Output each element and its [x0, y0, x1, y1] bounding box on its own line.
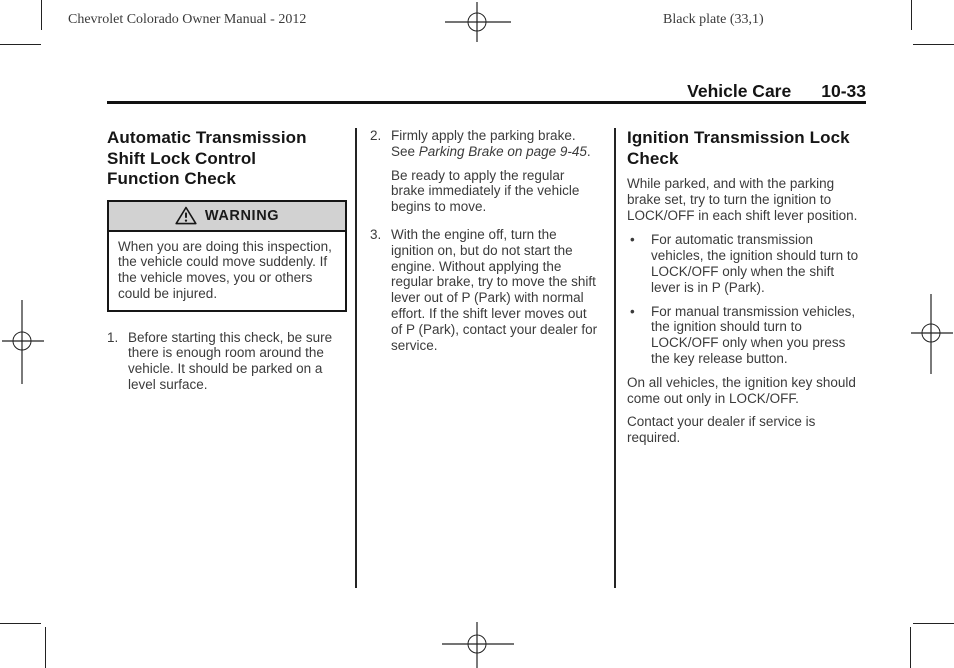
- bullet-icon: •: [630, 232, 635, 248]
- section-heading-shift-lock: Automatic Transmission Shift Lock Control Function Check: [107, 128, 307, 188]
- warning-title: WARNING: [204, 207, 280, 224]
- column-divider: [355, 128, 357, 588]
- list-item-number: 2.: [370, 128, 382, 143]
- crop-mark-top-right-vertical: [911, 0, 912, 30]
- running-head: [687, 81, 866, 102]
- list-item-text-end: .: [586, 143, 591, 159]
- warning-box-header: [109, 202, 345, 232]
- list-item-text-plain: Firmly apply the parking brake. See: [391, 128, 576, 159]
- registration-mark-icon: [2, 300, 44, 384]
- cross-reference: Parking Brake on page 9-45: [418, 143, 587, 159]
- bullet-item: [627, 304, 867, 367]
- intro-paragraph: While parked, and with the parking brake set, try to turn the ignition to LOCK/OFF in each shift lever position.: [627, 176, 858, 223]
- column-1: [107, 128, 347, 393]
- column-2: [370, 128, 600, 353]
- column-divider: [614, 128, 616, 588]
- bullet-item: [627, 232, 867, 295]
- header-rule: [107, 101, 866, 104]
- warning-triangle-icon: [175, 206, 197, 225]
- list-item-number: 3.: [370, 226, 382, 242]
- registration-mark-icon: [442, 622, 514, 668]
- bullet-list: [627, 232, 867, 366]
- plate-header-right: Black plate (33,1): [663, 12, 764, 27]
- list-item-1: [107, 330, 347, 393]
- bullet-icon: •: [630, 303, 635, 319]
- list-item-text: [391, 128, 600, 215]
- list-item-text: With the engine off, turn the ignition on, but do not start the engine. Without applying the regular brake, try to move the shift lever out of P (Park) with normal effort. If the shift lever moves out of P (Park), contact your dealer for service.: [391, 226, 598, 353]
- crop-mark-bottom-left-vertical: [45, 627, 46, 668]
- crop-mark-top-left-horizontal: [0, 44, 41, 45]
- list-item-2: [370, 128, 600, 215]
- crop-mark-bottom-right-vertical: [910, 627, 911, 668]
- warning-box: [107, 200, 347, 312]
- list-item-number: 1.: [107, 329, 119, 345]
- crop-mark-bottom-left-horizontal: [0, 623, 41, 624]
- section-heading-ignition-lock: Ignition Transmission Lock Check: [627, 128, 850, 168]
- column-3: [627, 128, 867, 446]
- list-item-followup: Be ready to apply the regular brake immediately if the vehicle begins to move.: [391, 167, 580, 215]
- plate-header-left: Chevrolet Colorado Owner Manual - 2012: [68, 12, 307, 27]
- list-item-text: Before starting this check, be sure there is enough room around the vehicle. It should be parked on a level surface.: [128, 329, 333, 393]
- registration-mark-icon: [911, 294, 953, 374]
- page-number: 10-33: [821, 81, 866, 101]
- list-item-3: [370, 227, 600, 353]
- crop-mark-top-right-horizontal: [913, 44, 954, 45]
- crop-mark-top-left-vertical: [41, 0, 42, 30]
- bullet-text: For manual transmission vehicles, the ignition should turn to LOCK/OFF only when you press the key release button.: [651, 303, 856, 366]
- crop-mark-bottom-right-horizontal: [913, 623, 954, 624]
- section-title: Vehicle Care: [687, 81, 792, 101]
- warning-body: When you are doing this inspection, the vehicle could move suddenly. If the vehicle moves, you or others could be injured.: [118, 238, 332, 301]
- outro-paragraph-2: Contact your dealer if service is required.: [627, 414, 816, 446]
- registration-mark-icon: [445, 2, 511, 42]
- bullet-text: For automatic transmission vehicles, the ignition should turn to LOCK/OFF only when the shift lever is in P (Park).: [651, 232, 859, 295]
- outro-paragraph-1: On all vehicles, the ignition key should come out only in LOCK/OFF.: [627, 374, 856, 406]
